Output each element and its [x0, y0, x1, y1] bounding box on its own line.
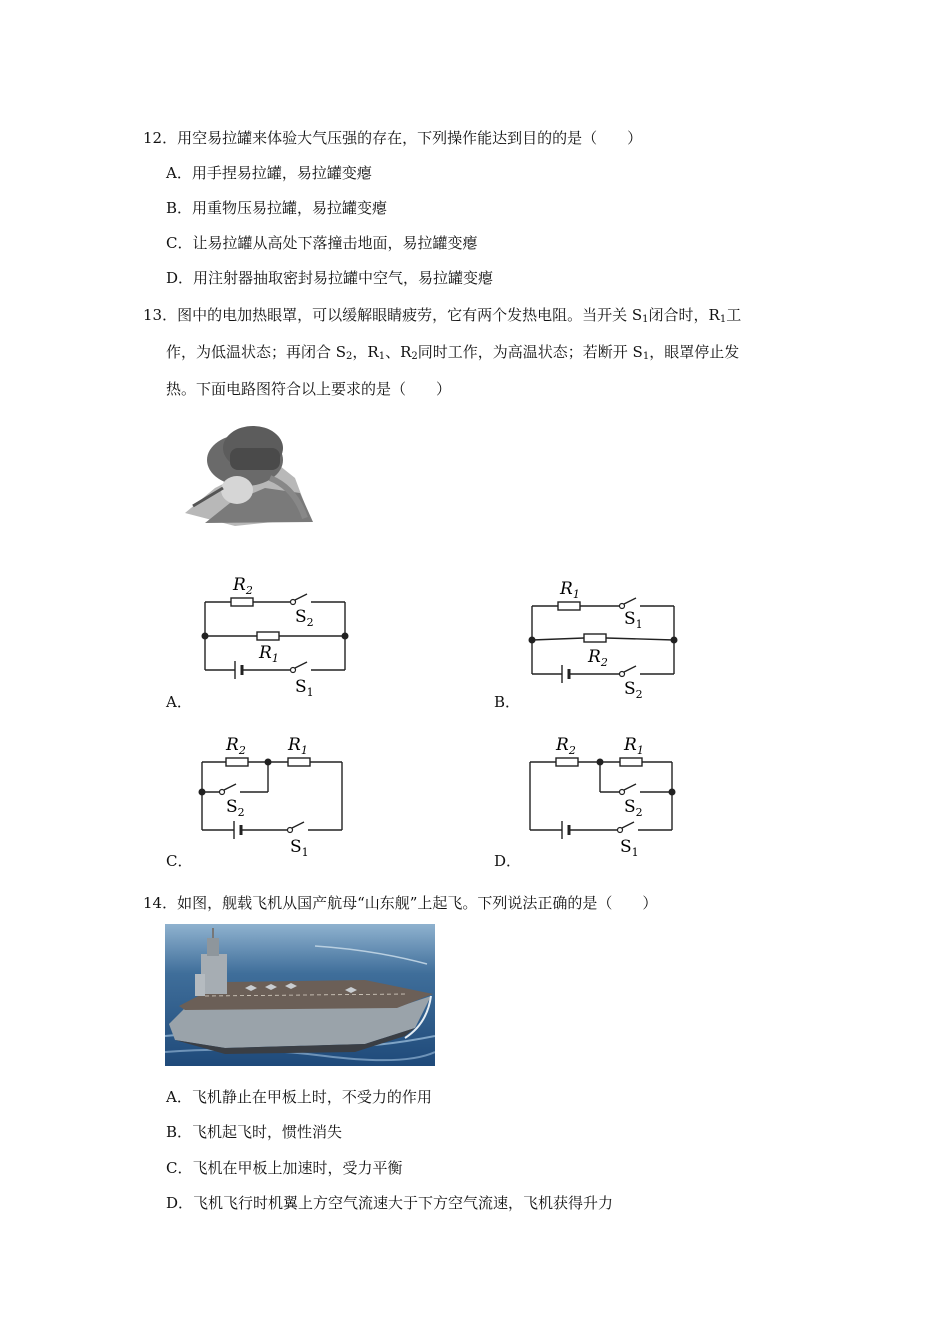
label-s2: $S_2$	[295, 607, 314, 629]
label-s1: $S_1$	[624, 609, 643, 631]
q14-option-b: B．飞机起飞时，惯性消失	[166, 1123, 343, 1141]
question-13-line-2: 作，为低温状态；再闭合 $S_2$，$R_1$、$R_2$同时工作，为高温状态；若断开 $S_1$，眼罩停止发	[166, 343, 740, 362]
circuit-option-c-label: C．	[166, 852, 193, 870]
question-14-stem: 14．如图，舰载飞机从国产航母“山东舰”上起飞。下列说法正确的是（ ）	[143, 894, 658, 912]
label-s1: $S_1$	[620, 837, 639, 858]
circuit-diagram-a	[195, 568, 355, 698]
label-r1: $R_1$	[259, 643, 279, 665]
label-s2: $S_2$	[624, 797, 643, 819]
circuit-diagram-c	[192, 728, 354, 858]
label-r1: $R_1$	[288, 735, 308, 757]
label-s2: $S_2$	[624, 679, 643, 701]
q14-option-a: A．飞机静止在甲板上时，不受力的作用	[166, 1088, 432, 1106]
label-r1: $R_1$	[624, 735, 644, 757]
q14-option-d: D．飞机飞行时机翼上方空气流速大于下方空气流速，飞机获得升力	[166, 1194, 614, 1212]
circuit-diagram-b	[522, 572, 682, 702]
eye-mask-photo	[175, 418, 317, 530]
label-r1: $R_1$	[560, 579, 580, 601]
q12-option-d: D．用注射器抽取密封易拉罐中空气，易拉罐变瘪	[166, 269, 494, 287]
question-13-line-1: 13．图中的电加热眼罩，可以缓解眼睛疲劳，它有两个发热电阻。当开关 $S_1$闭合时，$R_1$工	[143, 306, 742, 325]
q12-option-b: B．用重物压易拉罐，易拉罐变瘪	[166, 199, 388, 217]
circuit-option-d-label: D．	[494, 852, 522, 870]
circuit-option-b-label: B．	[494, 693, 521, 711]
label-s1: $S_1$	[290, 837, 309, 858]
question-12-stem: 12．用空易拉罐来体验大气压强的存在，下列操作能达到目的的是（ ）	[143, 129, 643, 147]
circuit-diagram-d	[520, 728, 684, 858]
q12-option-a: A．用手捏易拉罐，易拉罐变瘪	[166, 164, 372, 182]
aircraft-carrier-photo	[165, 924, 435, 1066]
question-13-line-3: 热。下面电路图符合以上要求的是（ ）	[166, 380, 452, 398]
q12-option-c: C．让易拉罐从高处下落撞击地面，易拉罐变瘪	[166, 234, 478, 252]
label-r2: $R_2$	[233, 575, 253, 597]
q14-option-c: C．飞机在甲板上加速时，受力平衡	[166, 1159, 403, 1177]
circuit-option-a-label: A．	[166, 693, 192, 711]
label-s2: $S_2$	[226, 797, 245, 819]
label-r2: $R_2$	[588, 647, 608, 669]
label-r2: $R_2$	[556, 735, 576, 757]
label-s1: $S_1$	[295, 677, 314, 698]
label-r2: $R_2$	[226, 735, 246, 757]
